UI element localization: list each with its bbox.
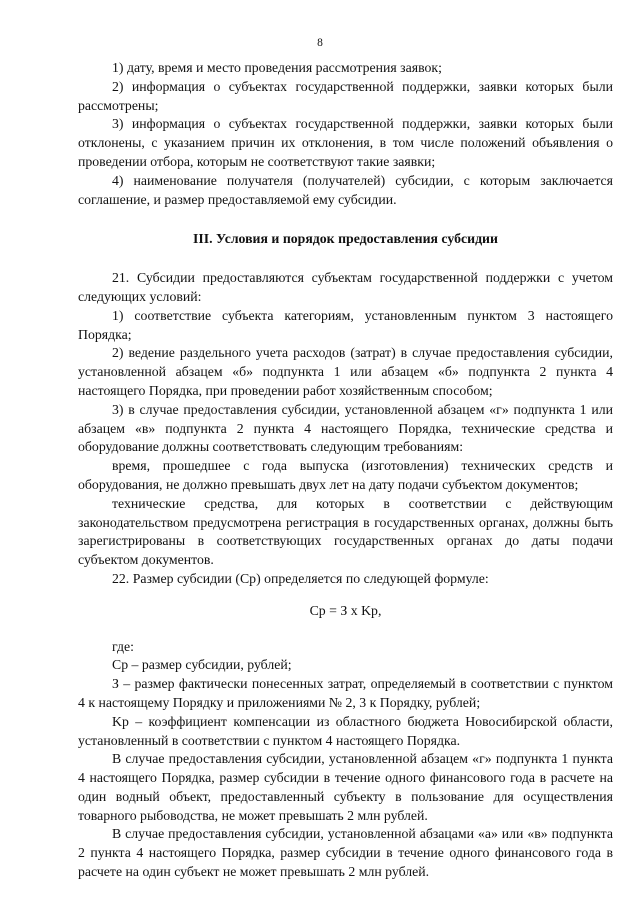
- requirement-age: время, прошедшее с года выпуска (изготовления) технических средств и оборудования, не должно превышать двух лет на дату подачи субъектом документов;: [78, 458, 613, 492]
- clause-22: 22. Размер субсидии (Cр) определяется по следующей формуле:: [112, 570, 489, 586]
- page-number: 8: [317, 37, 323, 49]
- document-body: [78, 59, 613, 882]
- list-item-recipient: 4) наименование получателя (получателей) субсидии, с которым заключается соглашение, и размер предоставляемой ему субсидии.: [78, 172, 613, 207]
- definition-z: З – размер фактически понесенных затрат, определяемый в соответствии с пунктом 4 к настоящему Порядку и приложениями № 2, 3 к Порядку, рублей;: [78, 676, 613, 710]
- subsidy-formula: Cр = З x Kр,: [309, 602, 382, 618]
- list-item-rejected: 3) информация о субъектах государственной поддержки, заявки которых были отклонены, с указанием причин их отклонения, в том числе положений объявления о проведении отбора, которым не соответствуют такие заявки;: [78, 116, 613, 169]
- limit-paragraph-1: В случае предоставления субсидии, установленной абзацем «г» подпункта 1 пункта 4 настоящего Порядка, размер субсидии в течение одного финансового года в расчете на один водный объект, предоставленный субъекту в пользование для осуществления товарного рыбоводства, не может превышать 2 млн рублей.: [78, 751, 613, 823]
- section-heading: III. Условия и порядок предоставления субсидии: [193, 231, 498, 247]
- definition-kr: Kр – коэффициент компенсации из областного бюджета Новосибирской области, установленный в соответствии с пунктом 4 настоящего Порядка.: [78, 713, 613, 748]
- clause-21: 21. Субсидии предоставляются субъектам государственной поддержки с учетом следующих условий:: [78, 270, 613, 304]
- requirement-registration: технические средства, для которых в соответствии с действующим законодательством предусмотрена регистрация в государственных органах, должны быть зарегистрированы в соответствующих государственных органах до даты подачи субъектом документов.: [78, 495, 613, 568]
- condition-2: 2) ведение раздельного учета расходов (затрат) в случае предоставления субсидии, установленной абзацем «б» подпункта 1 или абзацем «б» подпункта 2 пункта 4 настоящего Порядка, при проведении работ хозяйственным способом;: [78, 345, 613, 398]
- formula-where: где:: [112, 638, 134, 654]
- limit-paragraph-2: В случае предоставления субсидии, установленной абзацами «а» или «в» подпункта 2 пункта 4 настоящего Порядка, размер субсидии в течение одного финансового года в расчете на один субъект не может превышать 2 млн рублей.: [78, 826, 613, 880]
- list-item-date: 1) дату, время и место проведения рассмотрения заявок;: [112, 60, 442, 75]
- condition-1: 1) соответствие субъекта категориям, установленным пунктом 3 настоящего Порядка;: [78, 307, 613, 342]
- definition-cr: Cр – размер субсидии, рублей;: [112, 657, 292, 673]
- list-item-reviewed: 2) информация о субъектах государственной поддержки, заявки которых были рассмотрены;: [78, 78, 613, 113]
- condition-3: 3) в случае предоставления субсидии, установленной абзацем «г» подпункта 1 или абзацем «в» подпункта 2 пункта 4 настоящего Порядка, технические средства и оборудование должны соответствовать следующим требованиям:: [78, 401, 613, 455]
